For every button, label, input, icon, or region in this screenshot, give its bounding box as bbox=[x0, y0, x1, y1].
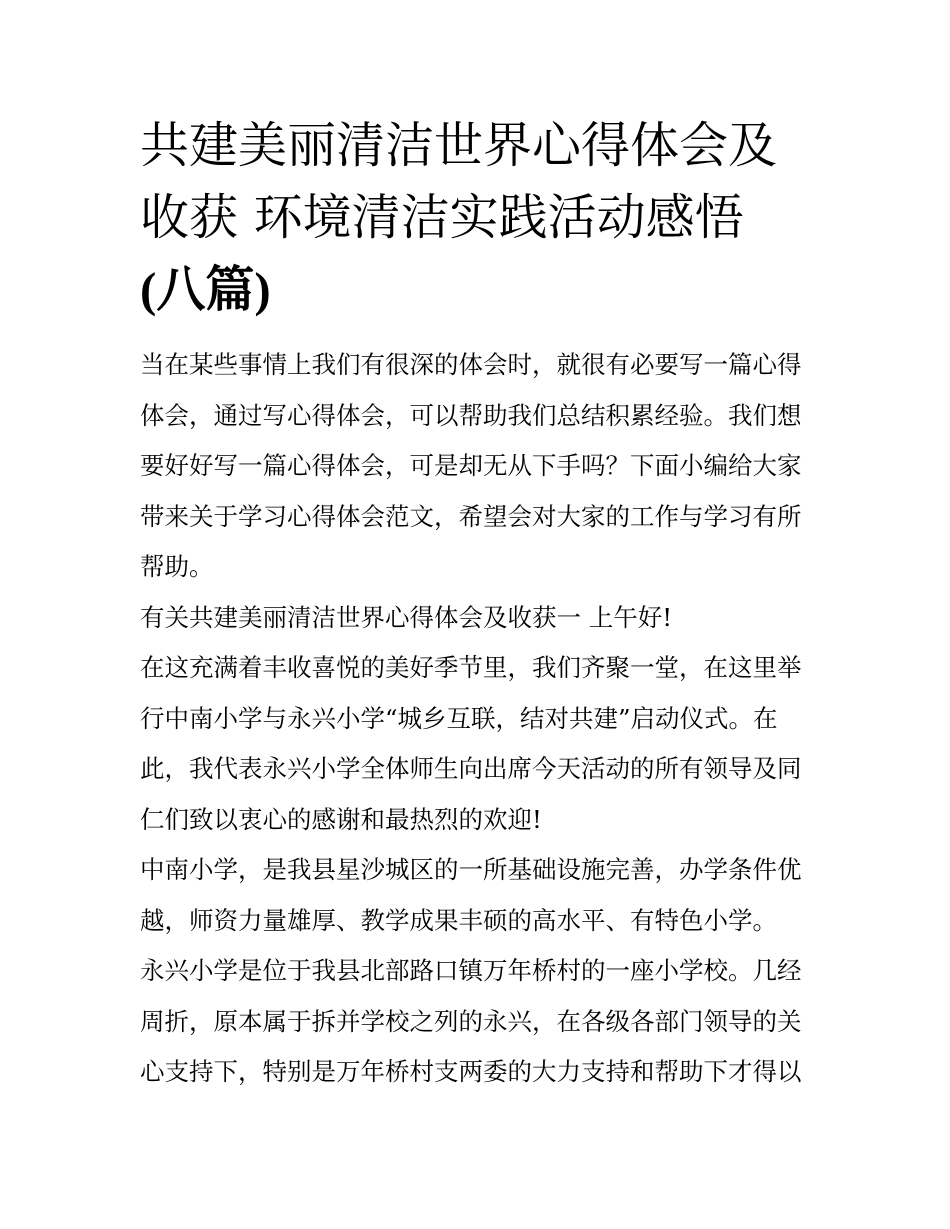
text-line: 当在某些事情上我们有很深的体会时，就很有必要写一篇心得 bbox=[140, 350, 802, 379]
text-line: 帮助。 bbox=[140, 552, 214, 581]
text-line: 仁们致以衷心的感谢和最热烈的欢迎! bbox=[140, 804, 542, 834]
text-line: 带来关于学习心得体会范文，希望会对大家的工作与学习有所 bbox=[140, 501, 802, 531]
title-line: 共建美丽清洁世界心得体会及 bbox=[140, 117, 778, 174]
text-line: 行中南小学与永兴小学“城乡互联，结对共建”启动仪式。在 bbox=[140, 703, 778, 733]
paragraph-yongxing bbox=[140, 946, 815, 1098]
document-body bbox=[140, 340, 815, 1098]
text-line: 越，师资力量雄厚、教学成果丰硕的高水平、有特色小学。 bbox=[140, 905, 777, 935]
text-line: 中南小学，是我县星沙城区的一所基础设施完善，办学条件优 bbox=[140, 855, 802, 884]
paragraph-intro bbox=[140, 340, 815, 593]
paragraph-heading bbox=[140, 593, 815, 644]
text-line: 在这充满着丰收喜悦的美好季节里，我们齐聚一堂，在这里举 bbox=[140, 653, 802, 682]
text-line: 此，我代表永兴小学全体师生向出席今天活动的所有领导及同 bbox=[140, 754, 802, 783]
title-line: (八篇) bbox=[140, 262, 271, 317]
text-line: 周折，原本属于拆并学校之列的永兴，在各级各部门领导的关 bbox=[140, 1006, 802, 1036]
text-line: 永兴小学是位于我县北部路口镇万年桥村的一座小学校。几经 bbox=[140, 956, 802, 985]
paragraph-zhongnan bbox=[140, 845, 815, 946]
title-line: 收获 环境清洁实践活动感悟 bbox=[140, 189, 744, 246]
text-line: 要好好写一篇心得体会，可是却无从下手吗？下面小编给大家 bbox=[140, 451, 802, 480]
text-line: 心支持下，特别是万年桥村支两委的大力支持和帮助下才得以 bbox=[140, 1057, 802, 1086]
paragraph-ceremony bbox=[140, 643, 815, 845]
document-page bbox=[140, 110, 815, 1098]
text-line: 体会，通过写心得体会，可以帮助我们总结积累经验。我们想 bbox=[140, 400, 802, 430]
text-line: 有关共建美丽清洁世界心得体会及收获一 上午好! bbox=[140, 602, 673, 632]
document-title bbox=[140, 110, 815, 326]
